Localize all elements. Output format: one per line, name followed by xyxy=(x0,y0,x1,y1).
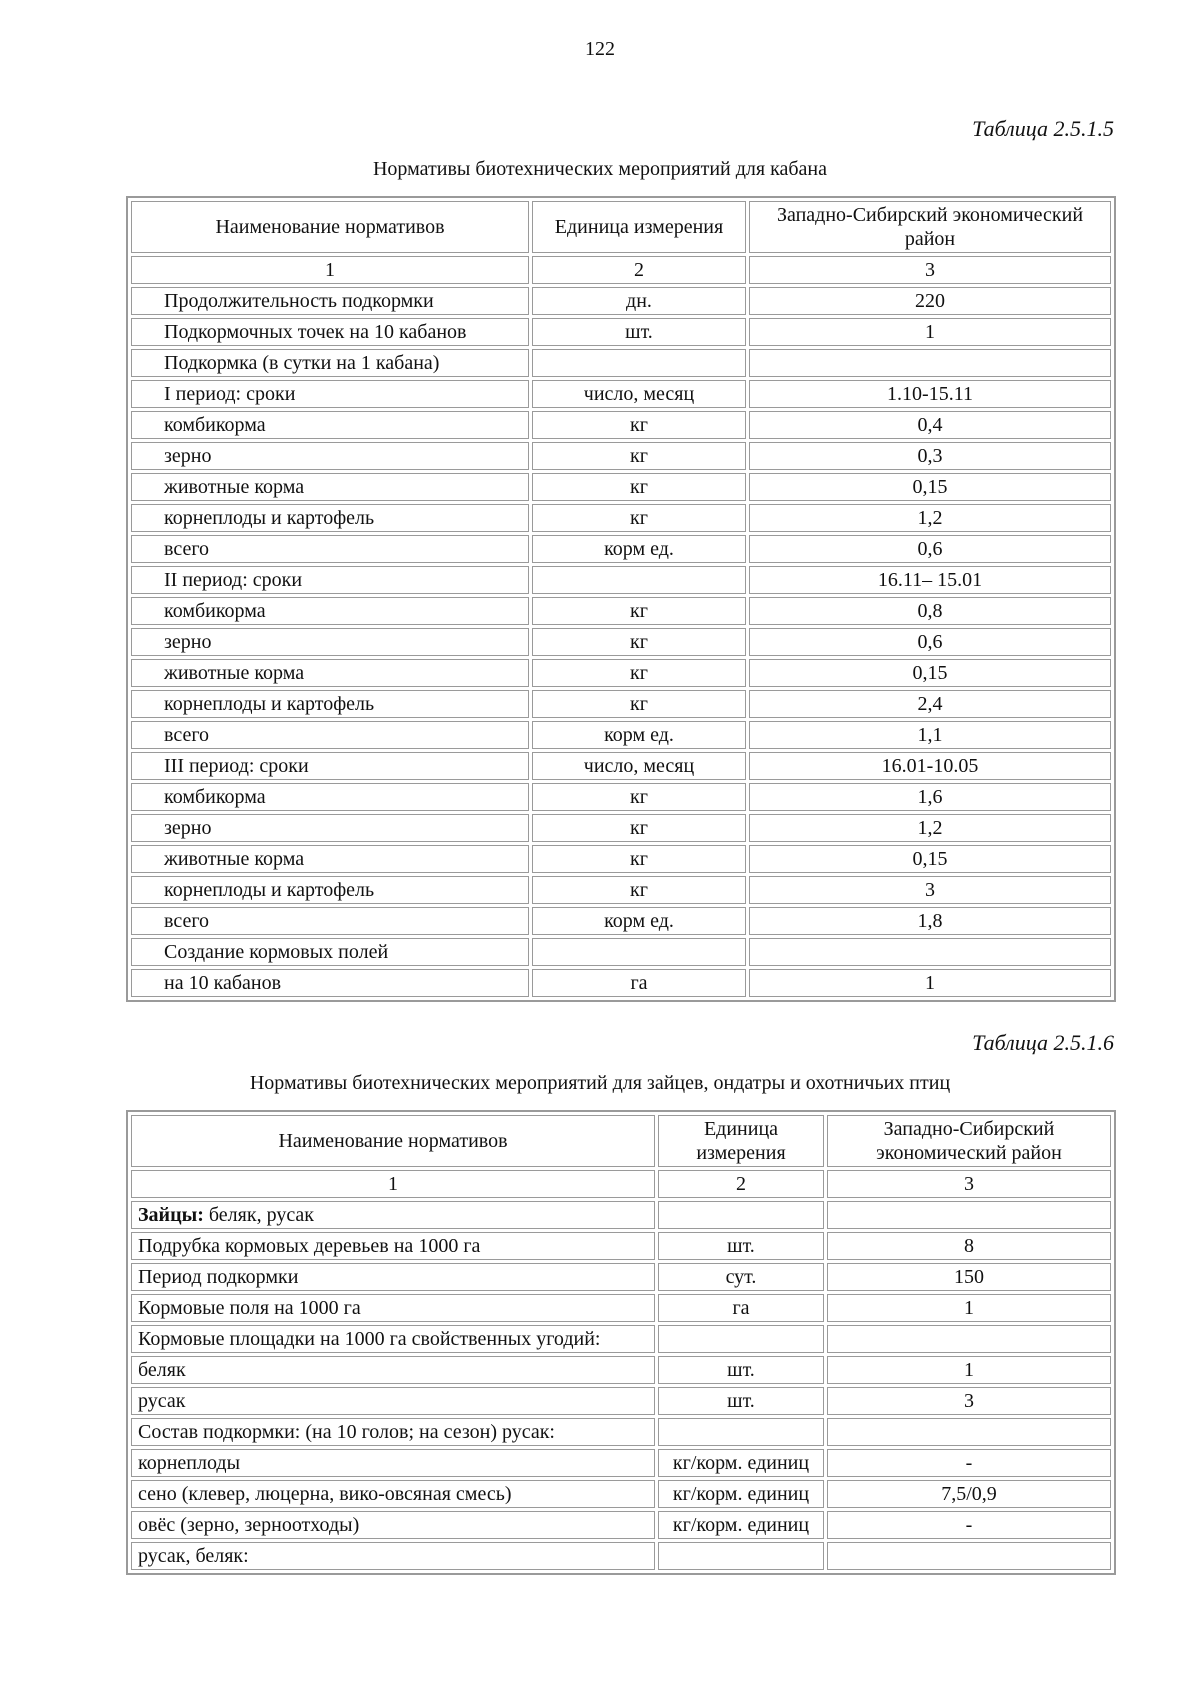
row-name: животные корма xyxy=(131,845,529,873)
row-name: комбикорма xyxy=(131,411,529,439)
table2 xyxy=(126,1110,1116,1575)
table-row xyxy=(131,845,1111,873)
header-unit: Единица измерения xyxy=(532,201,746,253)
row-unit: шт. xyxy=(532,318,746,346)
table1-caption: Нормативы биотехнических мероприятий для кабана xyxy=(372,158,827,180)
row-unit: корм ед. xyxy=(532,535,746,563)
row-value: 220 xyxy=(749,287,1111,315)
row-value: 1.10-15.11 xyxy=(749,380,1111,408)
row-name: русак xyxy=(131,1387,655,1415)
row-name: Подрубка кормовых деревьев на 1000 га xyxy=(131,1232,655,1260)
row-unit: шт. xyxy=(658,1387,824,1415)
table-row xyxy=(131,1511,1111,1539)
row-unit: кг xyxy=(532,876,746,904)
row-value: 7,5/0,9 xyxy=(827,1480,1111,1508)
row-name xyxy=(131,1201,655,1229)
row-value: 0,6 xyxy=(749,535,1111,563)
table-row xyxy=(131,318,1111,346)
row-unit: корм ед. xyxy=(532,907,746,935)
row-value: 1,2 xyxy=(749,814,1111,842)
row-value xyxy=(827,1325,1111,1353)
row-unit: шт. xyxy=(658,1232,824,1260)
row-name-bold: Зайцы: xyxy=(138,1204,204,1226)
row-unit: кг xyxy=(532,597,746,625)
column-number: 3 xyxy=(827,1170,1111,1198)
row-value: 1 xyxy=(827,1356,1111,1384)
row-value: - xyxy=(827,1449,1111,1477)
table1-header-row xyxy=(131,201,1111,253)
row-name: Кормовые площадки на 1000 га свойственных угодий: xyxy=(131,1325,655,1353)
column-number: 1 xyxy=(131,256,529,284)
page-number: 122 xyxy=(585,38,615,60)
table-row xyxy=(131,1232,1111,1260)
row-name: зерно xyxy=(131,814,529,842)
table-row xyxy=(131,411,1111,439)
row-value: 0,4 xyxy=(749,411,1111,439)
row-value: 0,8 xyxy=(749,597,1111,625)
row-unit: кг xyxy=(532,411,746,439)
row-unit xyxy=(658,1542,824,1570)
table-row xyxy=(131,752,1111,780)
row-value: 16.01-10.05 xyxy=(749,752,1111,780)
row-value: 1,2 xyxy=(749,504,1111,532)
row-unit: кг xyxy=(532,628,746,656)
row-unit: кг/корм. единиц xyxy=(658,1449,824,1477)
row-unit xyxy=(658,1418,824,1446)
row-name: Кормовые поля на 1000 га xyxy=(131,1294,655,1322)
row-name: комбикорма xyxy=(131,597,529,625)
table-row xyxy=(131,1542,1111,1570)
table-row xyxy=(131,1387,1111,1415)
row-unit: кг xyxy=(532,659,746,687)
row-unit xyxy=(532,349,746,377)
row-name: беляк xyxy=(131,1356,655,1384)
row-name: всего xyxy=(131,907,529,935)
header-value: Западно-Сибирский экономический район xyxy=(827,1115,1111,1167)
row-value xyxy=(827,1201,1111,1229)
row-value: 16.11– 15.01 xyxy=(749,566,1111,594)
row-unit: сут. xyxy=(658,1263,824,1291)
table-row xyxy=(131,442,1111,470)
row-unit xyxy=(658,1325,824,1353)
table-row xyxy=(131,1449,1111,1477)
header-name: Наименование нормативов xyxy=(131,1115,655,1167)
table-row xyxy=(131,721,1111,749)
row-unit: га xyxy=(658,1294,824,1322)
header-value: Западно-Сибирский экономический район xyxy=(749,201,1111,253)
column-number: 2 xyxy=(658,1170,824,1198)
row-name: III период: сроки xyxy=(131,752,529,780)
row-value: 0,3 xyxy=(749,442,1111,470)
header-unit: Единица измерения xyxy=(658,1115,824,1167)
row-unit: кг xyxy=(532,690,746,718)
table-row xyxy=(131,1356,1111,1384)
row-name: русак, беляк: xyxy=(131,1542,655,1570)
row-unit: кг xyxy=(532,442,746,470)
row-name: корнеплоды и картофель xyxy=(131,876,529,904)
row-unit: кг xyxy=(532,504,746,532)
row-name: Подкормка (в сутки на 1 кабана) xyxy=(131,349,529,377)
row-unit: число, месяц xyxy=(532,752,746,780)
table-row xyxy=(131,1201,1111,1229)
table-row xyxy=(131,1480,1111,1508)
table-row xyxy=(131,814,1111,842)
row-value xyxy=(827,1418,1111,1446)
row-unit: кг xyxy=(532,814,746,842)
row-unit: число, месяц xyxy=(532,380,746,408)
table1 xyxy=(126,196,1116,1002)
row-name: I период: сроки xyxy=(131,380,529,408)
row-name: корнеплоды xyxy=(131,1449,655,1477)
row-name: сено (клевер, люцерна, вико-овсяная смесь) xyxy=(131,1480,655,1508)
table-row xyxy=(131,535,1111,563)
table2-caption: Нормативы биотехнических мероприятий для зайцев, ондатры и охотничьих птиц xyxy=(249,1072,951,1094)
row-name: Подкормочных точек на 10 кабанов xyxy=(131,318,529,346)
table-row xyxy=(131,1294,1111,1322)
table-row xyxy=(131,938,1111,966)
table-row xyxy=(131,349,1111,377)
row-name: Состав подкормки: (на 10 голов; на сезон) русак: xyxy=(131,1418,655,1446)
row-unit: кг/корм. единиц xyxy=(658,1480,824,1508)
row-name: Создание кормовых полей xyxy=(131,938,529,966)
row-name: на 10 кабанов xyxy=(131,969,529,997)
table-row xyxy=(131,1418,1111,1446)
column-number: 2 xyxy=(532,256,746,284)
table-row xyxy=(131,287,1111,315)
table-row xyxy=(131,690,1111,718)
row-name-rest: беляк, русак xyxy=(203,1204,315,1226)
row-value xyxy=(749,938,1111,966)
row-unit xyxy=(532,938,746,966)
row-value: 1 xyxy=(827,1294,1111,1322)
row-unit xyxy=(658,1201,824,1229)
row-value: 1,8 xyxy=(749,907,1111,935)
row-value: 2,4 xyxy=(749,690,1111,718)
row-value: - xyxy=(827,1511,1111,1539)
table-row xyxy=(131,380,1111,408)
row-name: Период подкормки xyxy=(131,1263,655,1291)
row-name: зерно xyxy=(131,628,529,656)
table-row xyxy=(131,876,1111,904)
row-value: 1 xyxy=(749,318,1111,346)
row-unit: кг/корм. единиц xyxy=(658,1511,824,1539)
table-row xyxy=(131,628,1111,656)
table-row xyxy=(131,566,1111,594)
row-name: животные корма xyxy=(131,473,529,501)
table-row xyxy=(131,1263,1111,1291)
table2-header-row xyxy=(131,1115,1111,1167)
column-number: 1 xyxy=(131,1170,655,1198)
row-value: 150 xyxy=(827,1263,1111,1291)
row-name: всего xyxy=(131,535,529,563)
header-name: Наименование нормативов xyxy=(131,201,529,253)
row-name: зерно xyxy=(131,442,529,470)
row-value: 0,6 xyxy=(749,628,1111,656)
row-value: 1,6 xyxy=(749,783,1111,811)
table-row xyxy=(131,504,1111,532)
row-name: корнеплоды и картофель xyxy=(131,690,529,718)
table2-number-row xyxy=(131,1170,1111,1198)
row-value: 3 xyxy=(749,876,1111,904)
row-name: всего xyxy=(131,721,529,749)
row-unit: шт. xyxy=(658,1356,824,1384)
row-value: 3 xyxy=(827,1387,1111,1415)
row-name: корнеплоды и картофель xyxy=(131,504,529,532)
table-row xyxy=(131,907,1111,935)
row-value: 0,15 xyxy=(749,845,1111,873)
row-unit: кг xyxy=(532,473,746,501)
row-value xyxy=(827,1542,1111,1570)
row-unit xyxy=(532,566,746,594)
row-name: II период: сроки xyxy=(131,566,529,594)
table-row xyxy=(131,1325,1111,1353)
table-row xyxy=(131,969,1111,997)
table1-id: Таблица 2.5.1.5 xyxy=(972,116,1114,141)
row-value: 8 xyxy=(827,1232,1111,1260)
table-row xyxy=(131,659,1111,687)
row-value xyxy=(749,349,1111,377)
row-value: 1,1 xyxy=(749,721,1111,749)
column-number: 3 xyxy=(749,256,1111,284)
row-unit: кг xyxy=(532,845,746,873)
row-unit: кг xyxy=(532,783,746,811)
table-row xyxy=(131,783,1111,811)
row-name: животные корма xyxy=(131,659,529,687)
row-unit: га xyxy=(532,969,746,997)
row-value: 1 xyxy=(749,969,1111,997)
row-name: Продолжительность подкормки xyxy=(131,287,529,315)
table-row xyxy=(131,473,1111,501)
row-value: 0,15 xyxy=(749,473,1111,501)
row-name: комбикорма xyxy=(131,783,529,811)
row-unit: корм ед. xyxy=(532,721,746,749)
table-row xyxy=(131,597,1111,625)
table1-number-row xyxy=(131,256,1111,284)
row-unit: дн. xyxy=(532,287,746,315)
row-name: овёс (зерно, зерноотходы) xyxy=(131,1511,655,1539)
table2-id: Таблица 2.5.1.6 xyxy=(972,1030,1114,1055)
row-value: 0,15 xyxy=(749,659,1111,687)
